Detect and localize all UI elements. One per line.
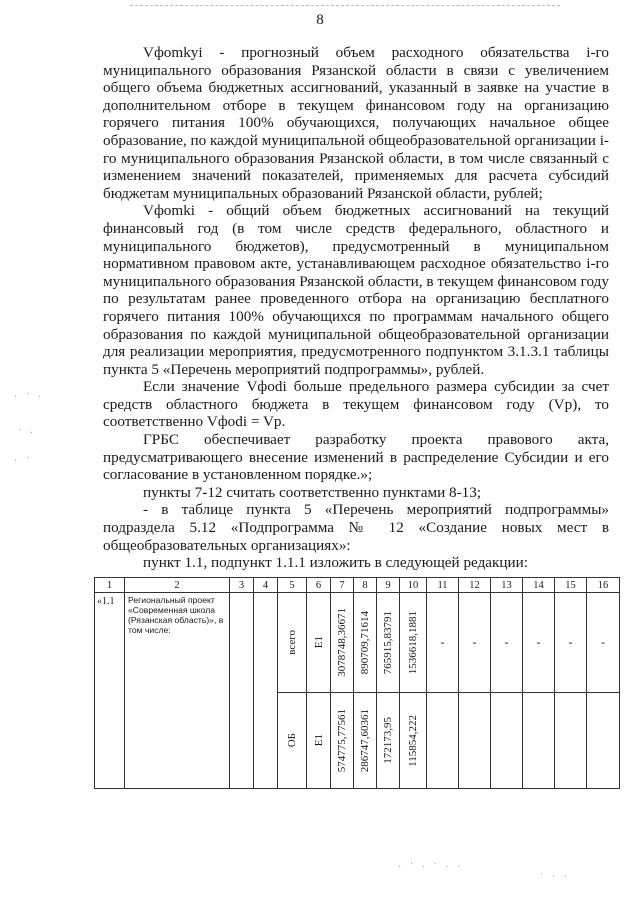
scan-artifact: · ˙	[14, 456, 33, 467]
col-header: 12	[459, 578, 491, 593]
empty-value: -	[523, 593, 555, 693]
scan-artifact: · ˙ · ˙ · ·	[398, 862, 464, 873]
empty-cell	[555, 693, 587, 789]
value-col7: 574775,77561	[336, 708, 348, 773]
empty-cell	[427, 693, 459, 789]
col-header: 9	[377, 578, 400, 593]
col-header: 8	[354, 578, 377, 593]
empty-value: -	[587, 593, 620, 693]
value-col9: 765915,83791	[382, 610, 394, 675]
paragraph-vfomki: Vфomki - общий объем бюджетных ассигнований на текущий финансовый год (в том числе средств федерального, областного и муниципального бюджетов), предусмотренный в муниципальном нормативном правовом акте, устанавливающем расходное обязательство i-го муниципального образования Рязанской области, в текущем финансовом году по результатам ранее проведенного отбора на организацию бесплатного горячего питания 100% обучающихся по программам начального общего образования по каждой муниципальной общеобразовательной организации для реализации мероприятия, предусмотренного подпунктом 3.1.3.1 таблицы пункта 5 «Перечень мероприятий подпрограммы», рублей.	[103, 202, 609, 378]
funding-code: E1	[312, 636, 325, 649]
paragraph-new-edition: пункт 1.1, подпункт 1.1.1 изложить в следующей редакции:	[143, 554, 529, 572]
value-col10: 115854,222	[407, 714, 419, 767]
measures-table	[94, 577, 620, 789]
value-col10: 1536618,1881	[407, 610, 419, 675]
col-header: 1	[95, 578, 125, 593]
paragraph-table-ref: - в таблице пункта 5 «Перечень мероприятий подпрограммы» подраздела 5.12 «Подпрограмма № 12 «Создание новых мест в общеобразовательных организациях»:	[103, 501, 609, 554]
funding-source: ОБ	[286, 733, 298, 748]
value-col9: 172173,95	[382, 717, 394, 764]
empty-value: -	[555, 593, 587, 693]
col-header: 15	[555, 578, 587, 593]
col-header: 2	[125, 578, 230, 593]
col-header: 7	[331, 578, 354, 593]
col-header: 10	[400, 578, 427, 593]
col-header: 13	[491, 578, 523, 593]
scan-artifact: ˙ ·	[18, 428, 37, 439]
empty-cell	[491, 693, 523, 789]
paragraph-vfomkyi: Vфomkyi - прогнозный объем расходного обязательства i-го муниципального образования Рязанской области в связи с увеличением общего объема бюджетных ассигнований, указанный в заявке на участие в дополнительном отборе в текущем финансовом году на организацию горячего питания 100% обучающихся, получающих начальное общее образование, по каждой муниципальной общеобразовательной организации i-го муниципального образования Рязанской области, в том числе связанный с изменением значений показателей, применяемых для расчета субсидий бюджетам муниципальных образований Рязанской области, рублей;	[103, 44, 609, 202]
empty-cell	[254, 593, 278, 789]
empty-cell	[230, 593, 254, 789]
col-header: 3	[230, 578, 254, 593]
value-col8: 286747,60361	[359, 708, 371, 773]
col-header: 6	[307, 578, 331, 593]
funding-code: E1	[312, 734, 325, 747]
page-top-border	[130, 5, 560, 6]
document-body	[103, 44, 609, 572]
funding-source: всего	[286, 630, 298, 655]
col-header: 14	[523, 578, 555, 593]
col-header: 16	[587, 578, 620, 593]
table-row	[95, 593, 620, 693]
paragraph-vfodi-limit: Если значение Vфodi больше предельного размера субсидии за счет средств областного бюджета в текущем финансовом году (Vp), то соответственно Vфodi = Vp.	[103, 378, 609, 431]
col-header: 5	[278, 578, 307, 593]
empty-cell	[459, 693, 491, 789]
value-col8: 890709,71614	[359, 610, 371, 675]
value-col7: 3078748,36671	[336, 608, 348, 677]
empty-value: -	[491, 593, 523, 693]
empty-value: -	[427, 593, 459, 693]
row-number: «1.1	[95, 593, 125, 789]
empty-cell	[523, 693, 555, 789]
project-name: Региональный проект «Современная школа (Рязанская область)», в том числе:	[125, 593, 230, 789]
scan-artifact: ˙ · ·	[540, 872, 570, 883]
paragraph-renumber: пункты 7-12 считать соответственно пунктами 8-13;	[143, 483, 482, 501]
paragraph-grbs: ГРБС обеспечивает разработку проекта правового акта, предусматривающего внесение изменений в распределение Субсидии и его согласование в установленном порядке.»;	[103, 431, 609, 484]
page-number: 8	[316, 12, 324, 28]
scan-artifact: · ˙ ·	[14, 392, 44, 403]
empty-value: -	[459, 593, 491, 693]
col-header: 4	[254, 578, 278, 593]
col-header: 11	[427, 578, 459, 593]
table-header-row	[95, 578, 620, 593]
empty-cell	[587, 693, 620, 789]
